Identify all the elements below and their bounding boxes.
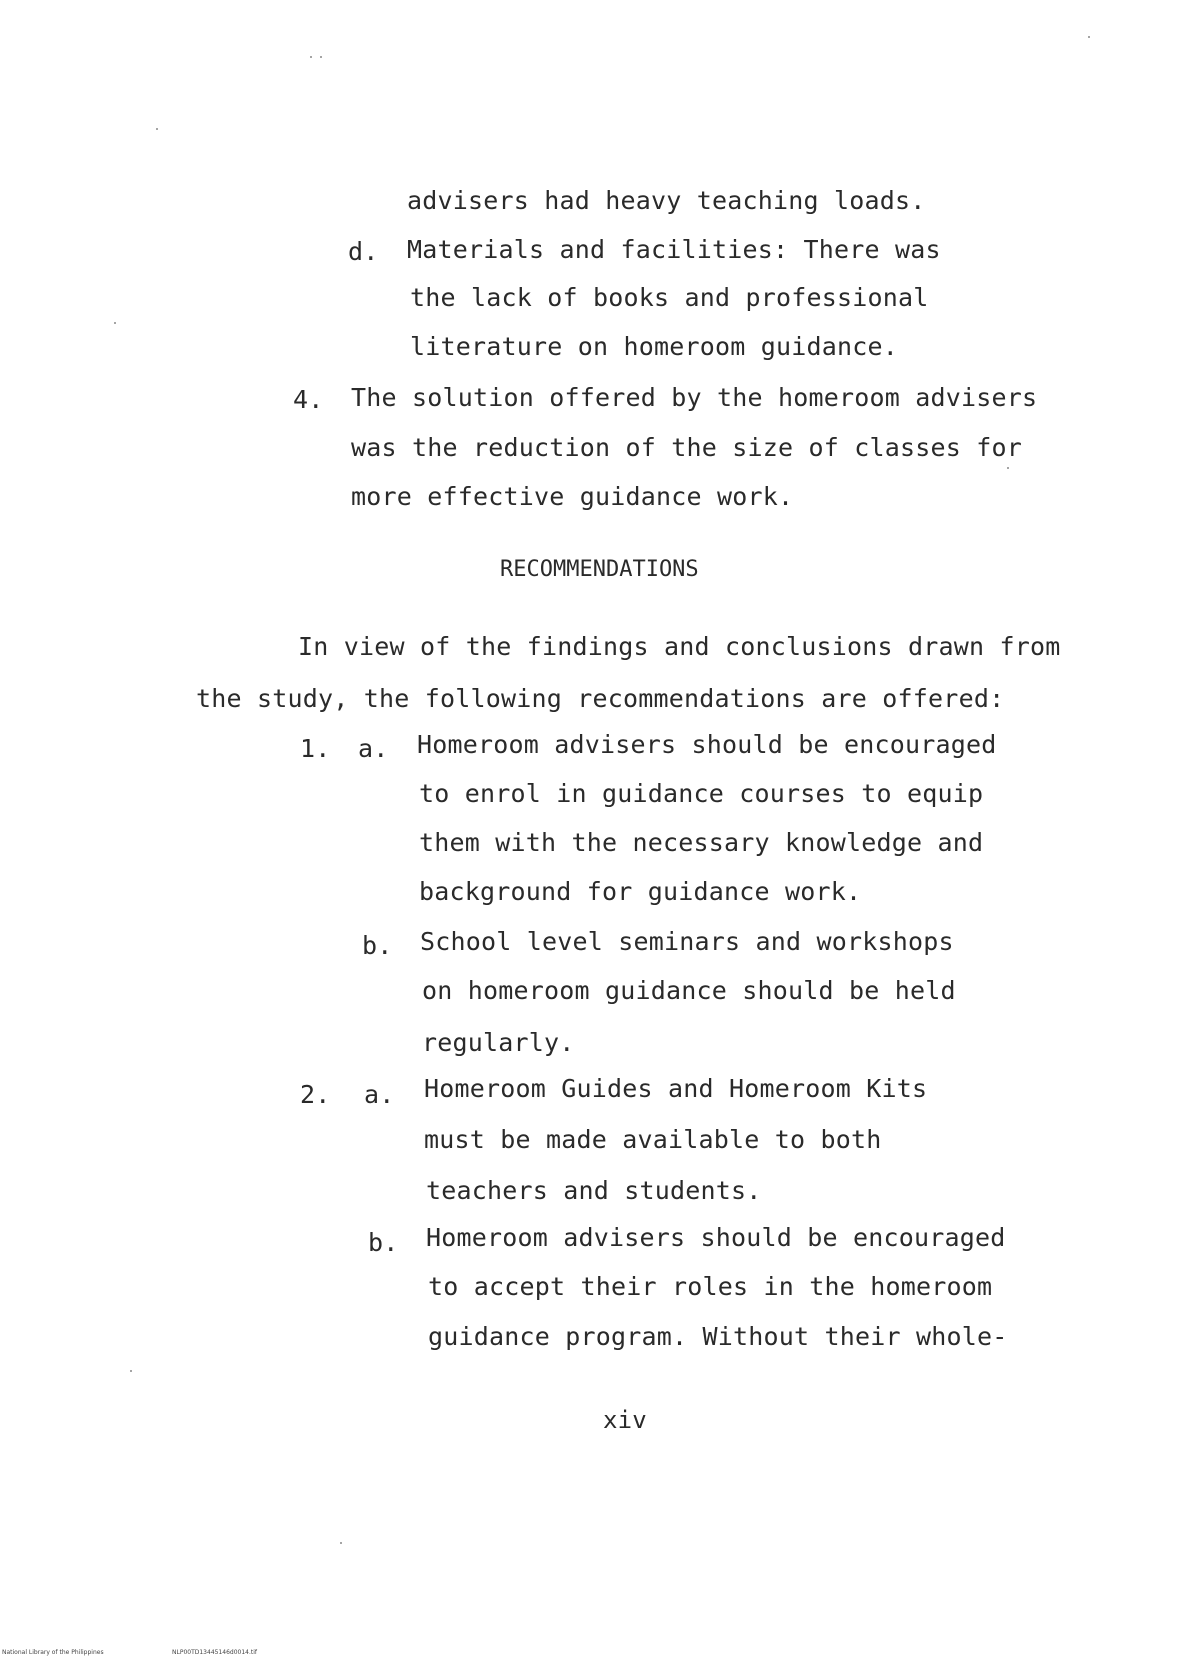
text-line: on homeroom guidance should be held <box>422 976 956 1005</box>
item-marker: 4. <box>293 385 324 414</box>
scan-footer-file: NLP00TD13445146d0014.tif <box>172 1649 258 1656</box>
text-line: Homeroom Guides and Homeroom Kits <box>424 1074 928 1103</box>
scan-speck <box>156 128 158 130</box>
item-number: 2. <box>300 1080 331 1109</box>
text-line: Homeroom advisers should be encouraged <box>417 730 997 759</box>
scan-speck <box>130 1370 132 1372</box>
page-number: xiv <box>603 1406 647 1434</box>
scan-speck <box>340 1542 342 1544</box>
scan-speck <box>1088 36 1090 38</box>
text-line: literature on homeroom guidance. <box>410 332 899 361</box>
item-marker: d. <box>348 237 379 266</box>
text-line: guidance program. Without their whole- <box>428 1322 1008 1351</box>
text-line: regularly. <box>422 1028 575 1057</box>
text-line: to accept their roles in the homeroom <box>428 1272 993 1301</box>
text-line: more effective guidance work. <box>351 482 794 511</box>
scan-speck <box>310 56 312 58</box>
text-line: background for guidance work. <box>419 877 862 906</box>
text-line: advisers had heavy teaching loads. <box>407 186 926 215</box>
section-heading: RECOMMENDATIONS <box>500 557 699 582</box>
text-line: teachers and students. <box>426 1176 762 1205</box>
scan-speck <box>320 56 322 58</box>
item-marker: b. <box>362 931 393 960</box>
text-line: must be made available to both <box>424 1125 882 1154</box>
text-line: the study, the following recommendations are offered: <box>196 684 1005 713</box>
item-marker: a. <box>364 1080 395 1109</box>
scan-speck <box>114 322 116 324</box>
text-line: The solution offered by the homeroom advisers <box>351 383 1038 412</box>
text-line: Materials and facilities: There was <box>407 235 941 264</box>
item-marker: b. <box>368 1228 399 1257</box>
text-line: to enrol in guidance courses to equip <box>419 779 984 808</box>
text-line: them with the necessary knowledge and <box>419 828 984 857</box>
scan-footer-library: National Library of the Philippines <box>2 1649 104 1656</box>
item-number: 1. <box>300 734 331 763</box>
scan-speck <box>1007 467 1009 469</box>
text-line: the lack of books and professional <box>410 283 929 312</box>
text-line: School level seminars and workshops <box>420 927 954 956</box>
text-line: Homeroom advisers should be encouraged <box>426 1223 1006 1252</box>
text-line: was the reduction of the size of classes for <box>351 433 1023 462</box>
item-marker: a. <box>358 734 389 763</box>
text-line: In view of the findings and conclusions drawn from <box>298 632 1061 661</box>
